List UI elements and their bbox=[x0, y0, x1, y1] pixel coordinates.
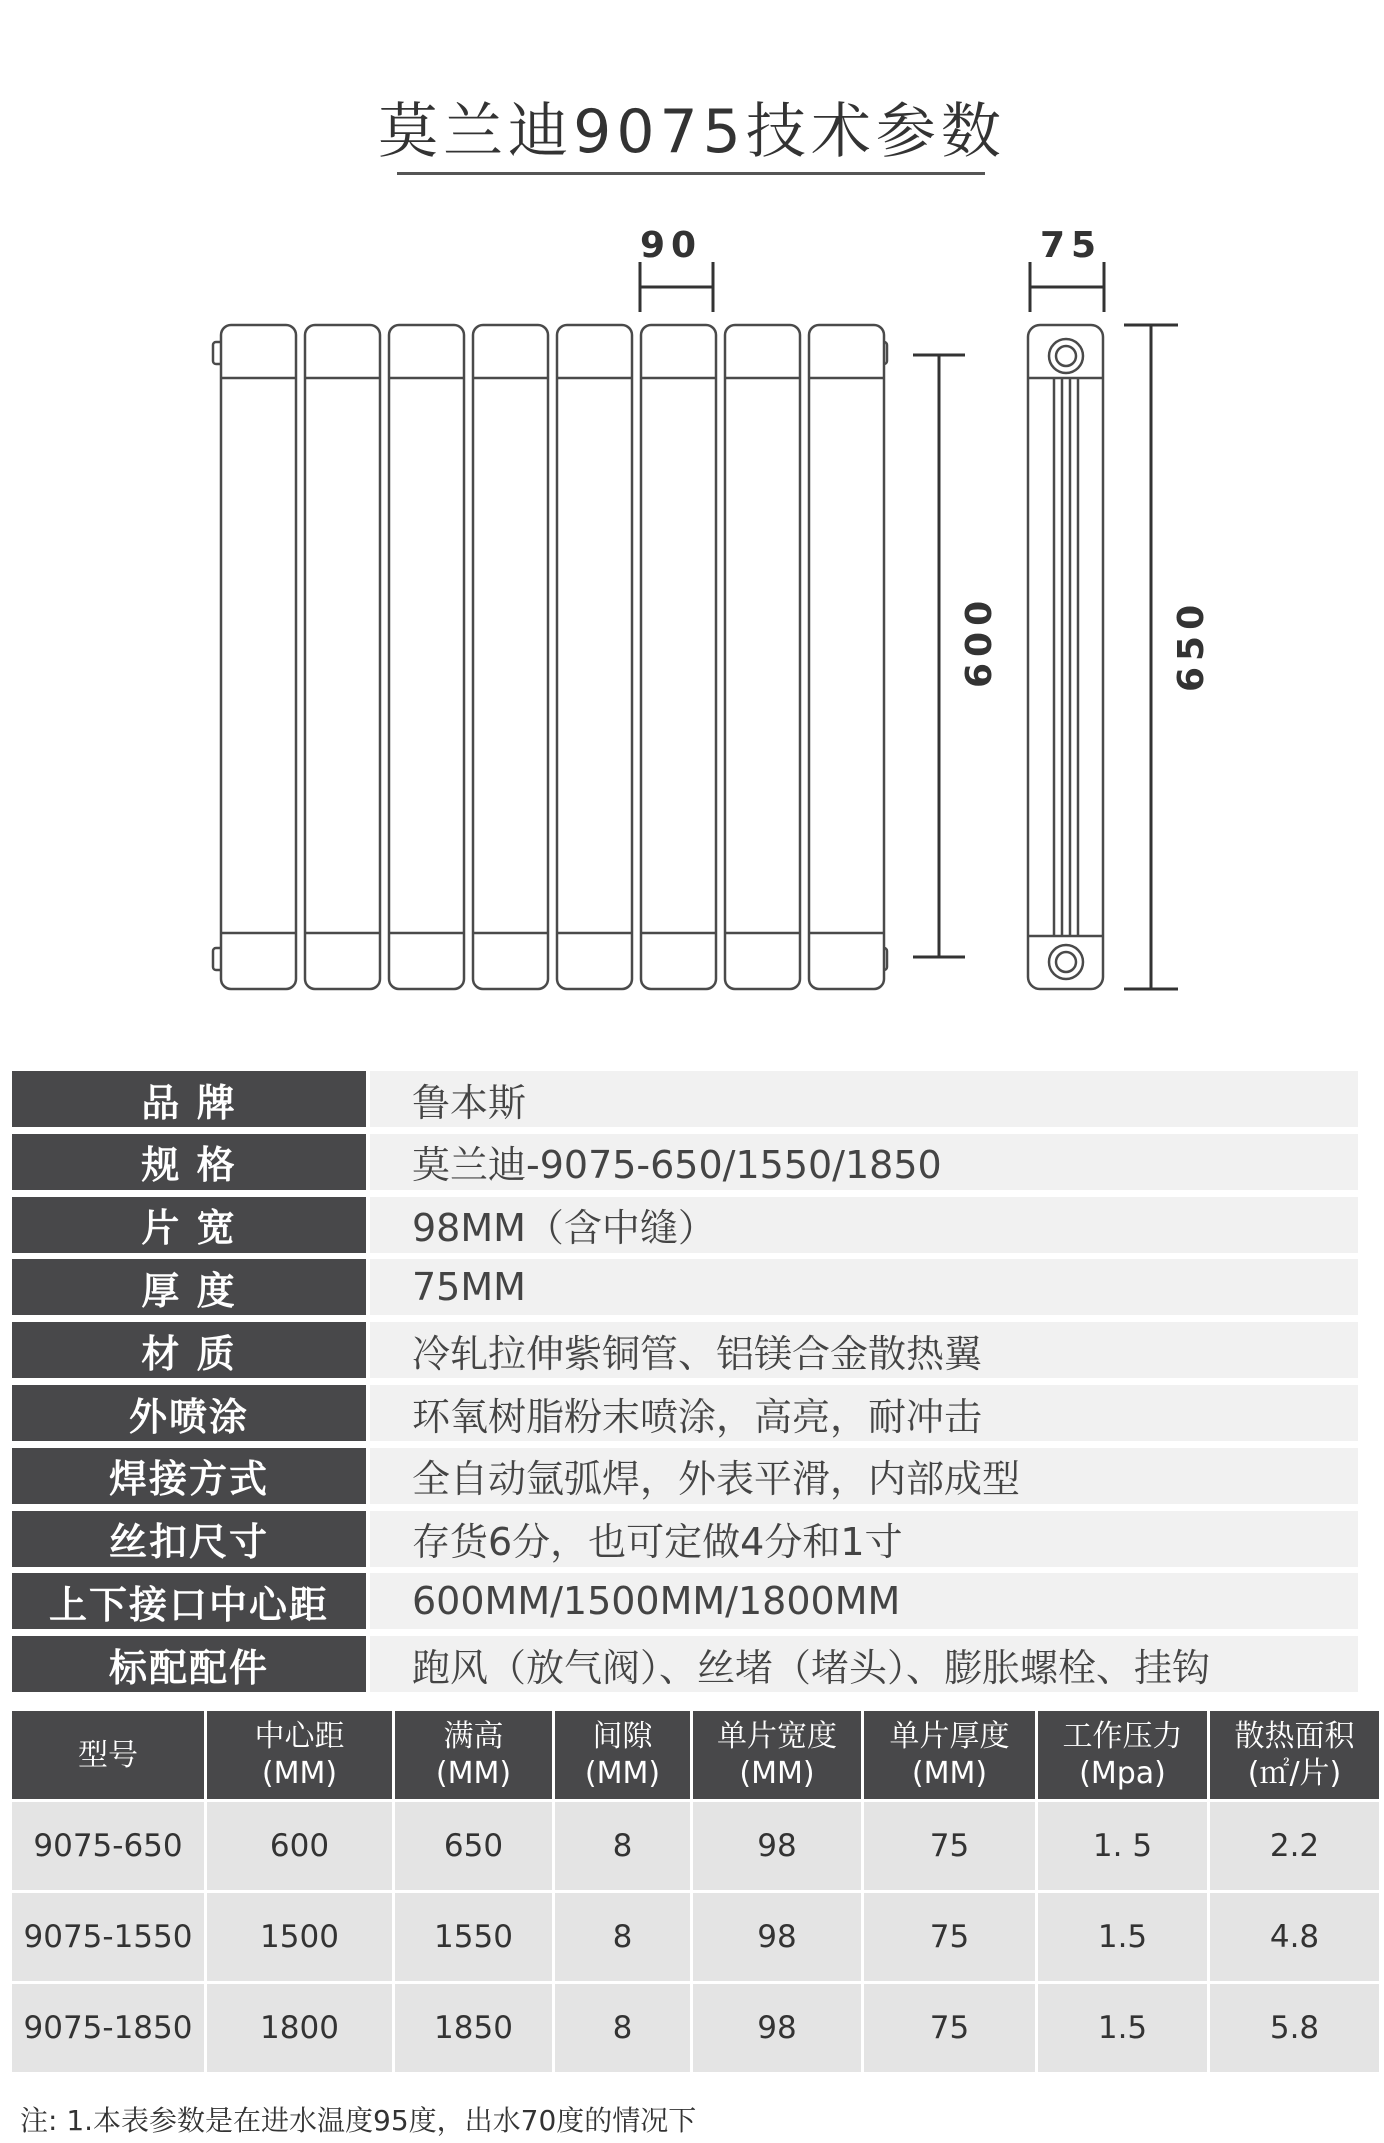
table-cell: 1800 bbox=[206, 1983, 394, 2073]
radiator-fins bbox=[221, 325, 884, 989]
spec-row bbox=[12, 1511, 1358, 1567]
radiator-fin bbox=[473, 325, 548, 989]
table-cell: 1.5 bbox=[1037, 1983, 1209, 2073]
radiator-fin bbox=[221, 325, 296, 989]
table-cell: 9075-1550 bbox=[12, 1892, 206, 1983]
table-cell: 75 bbox=[863, 1983, 1037, 2073]
table-header-cell bbox=[692, 1711, 863, 1801]
table-header-cell bbox=[863, 1711, 1037, 1801]
spec-row bbox=[12, 1636, 1358, 1692]
table-cell: 9075-650 bbox=[12, 1801, 206, 1892]
header-title: 单片厚度 bbox=[889, 1719, 1010, 1754]
table-cell: 8 bbox=[554, 1983, 692, 2073]
spec-label: 上下接口中心距 bbox=[12, 1573, 366, 1629]
table-header-cell bbox=[12, 1711, 206, 1801]
spec-value: 75MM bbox=[370, 1259, 1358, 1315]
radiator-side-view bbox=[1028, 325, 1103, 989]
spec-value: 600MM/1500MM/1800MM bbox=[370, 1573, 1358, 1629]
header-unit: (MM) bbox=[584, 1756, 661, 1791]
header-title: 散热面积 bbox=[1234, 1719, 1355, 1754]
spec-label: 外喷涂 bbox=[12, 1385, 366, 1441]
table-cell: 98 bbox=[692, 1983, 863, 2073]
table-header-cell bbox=[1037, 1711, 1209, 1801]
table-cell: 5.8 bbox=[1209, 1983, 1380, 2073]
spec-label: 标配配件 bbox=[12, 1636, 366, 1692]
spec-row bbox=[12, 1573, 1358, 1629]
width-dimension bbox=[640, 262, 713, 312]
width-label: 90 bbox=[640, 225, 703, 266]
spec-row bbox=[12, 1385, 1358, 1441]
header-title: 中心距 bbox=[254, 1719, 345, 1754]
center-distance-dimension bbox=[913, 355, 965, 957]
table-cell: 1550 bbox=[394, 1892, 554, 1983]
table-cell: 650 bbox=[394, 1801, 554, 1892]
table-row bbox=[12, 1892, 1379, 1983]
table-cell: 1.5 bbox=[1037, 1892, 1209, 1983]
center-distance-label: 600 bbox=[959, 594, 1000, 688]
params-table-header-row bbox=[12, 1711, 1379, 1801]
total-height-dimension bbox=[1124, 325, 1178, 989]
depth-label: 75 bbox=[1040, 225, 1103, 266]
radiator-fin bbox=[809, 325, 884, 989]
radiator-fin bbox=[557, 325, 632, 989]
spec-label: 丝扣尺寸 bbox=[12, 1511, 366, 1567]
table-cell: 9075-1850 bbox=[12, 1983, 206, 2073]
header-unit: (MM) bbox=[739, 1756, 815, 1791]
table-cell: 98 bbox=[692, 1892, 863, 1983]
radiator-fin bbox=[725, 325, 800, 989]
radiator-fin bbox=[641, 325, 716, 989]
table-cell: 4.8 bbox=[1209, 1892, 1380, 1983]
header-title: 间隙 bbox=[592, 1719, 653, 1754]
table-cell: 1500 bbox=[206, 1892, 394, 1983]
spec-label: 片 宽 bbox=[12, 1197, 366, 1253]
header-title: 型号 bbox=[78, 1737, 138, 1773]
radiator-diagram bbox=[0, 0, 1384, 1040]
spec-value: 98MM（含中缝） bbox=[370, 1197, 1358, 1253]
spec-label: 品 牌 bbox=[12, 1071, 366, 1127]
depth-dimension bbox=[1030, 262, 1104, 312]
spec-row bbox=[12, 1448, 1358, 1504]
spec-value: 存货6分，也可定做4分和1寸 bbox=[370, 1511, 1358, 1567]
header-title: 单片宽度 bbox=[717, 1719, 837, 1754]
total-height-label: 650 bbox=[1171, 598, 1212, 692]
radiator-fin bbox=[389, 325, 464, 989]
footnote: 注: 1.本表参数是在进水温度95度，出水70度的情况下 bbox=[20, 2104, 697, 2137]
spec-value: 全自动氩弧焊，外表平滑，内部成型 bbox=[370, 1448, 1358, 1504]
table-cell: 1850 bbox=[394, 1983, 554, 2073]
radiator-fin bbox=[305, 325, 380, 989]
table-cell: 8 bbox=[554, 1892, 692, 1983]
spec-label: 规 格 bbox=[12, 1134, 366, 1190]
table-row bbox=[12, 1801, 1379, 1892]
table-cell: 98 bbox=[692, 1801, 863, 1892]
spec-value: 冷轧拉伸紫铜管、铝镁合金散热翼 bbox=[370, 1322, 1358, 1378]
spec-value: 莫兰迪-9075-650/1550/1850 bbox=[370, 1134, 1358, 1190]
table-cell: 2.2 bbox=[1209, 1801, 1380, 1892]
params-table bbox=[12, 1711, 1379, 2072]
header-unit: (MM) bbox=[261, 1756, 338, 1791]
spec-row bbox=[12, 1071, 1358, 1127]
spec-value: 鲁本斯 bbox=[370, 1071, 1358, 1127]
header-unit: (MM) bbox=[435, 1756, 512, 1791]
table-cell: 75 bbox=[863, 1801, 1037, 1892]
page-title: 莫兰迪9075技术参数 bbox=[378, 97, 1006, 167]
table-row bbox=[12, 1983, 1379, 2073]
header-unit: (㎡/片) bbox=[1247, 1756, 1342, 1791]
table-header-cell bbox=[206, 1711, 394, 1801]
table-cell: 75 bbox=[863, 1892, 1037, 1983]
spec-row bbox=[12, 1322, 1358, 1378]
spec-label: 厚 度 bbox=[12, 1259, 366, 1315]
spec-row bbox=[12, 1134, 1358, 1190]
spec-row bbox=[12, 1259, 1358, 1315]
header-title: 满高 bbox=[443, 1719, 504, 1754]
table-cell: 600 bbox=[206, 1801, 394, 1892]
spec-label: 材 质 bbox=[12, 1322, 366, 1378]
table-cell: 8 bbox=[554, 1801, 692, 1892]
spec-label: 焊接方式 bbox=[12, 1448, 366, 1504]
table-header-cell bbox=[1209, 1711, 1380, 1801]
header-title: 工作压力 bbox=[1062, 1719, 1183, 1754]
header-unit: (Mpa) bbox=[1079, 1756, 1166, 1791]
table-cell: 1. 5 bbox=[1037, 1801, 1209, 1892]
spec-value: 环氧树脂粉末喷涂，高亮，耐冲击 bbox=[370, 1385, 1358, 1441]
table-header-cell bbox=[554, 1711, 692, 1801]
table-header-cell bbox=[394, 1711, 554, 1801]
spec-value: 跑风（放气阀）、丝堵（堵头）、膨胀螺栓、挂钩 bbox=[370, 1636, 1358, 1692]
spec-row bbox=[12, 1197, 1358, 1253]
header-unit: (MM) bbox=[911, 1756, 988, 1791]
